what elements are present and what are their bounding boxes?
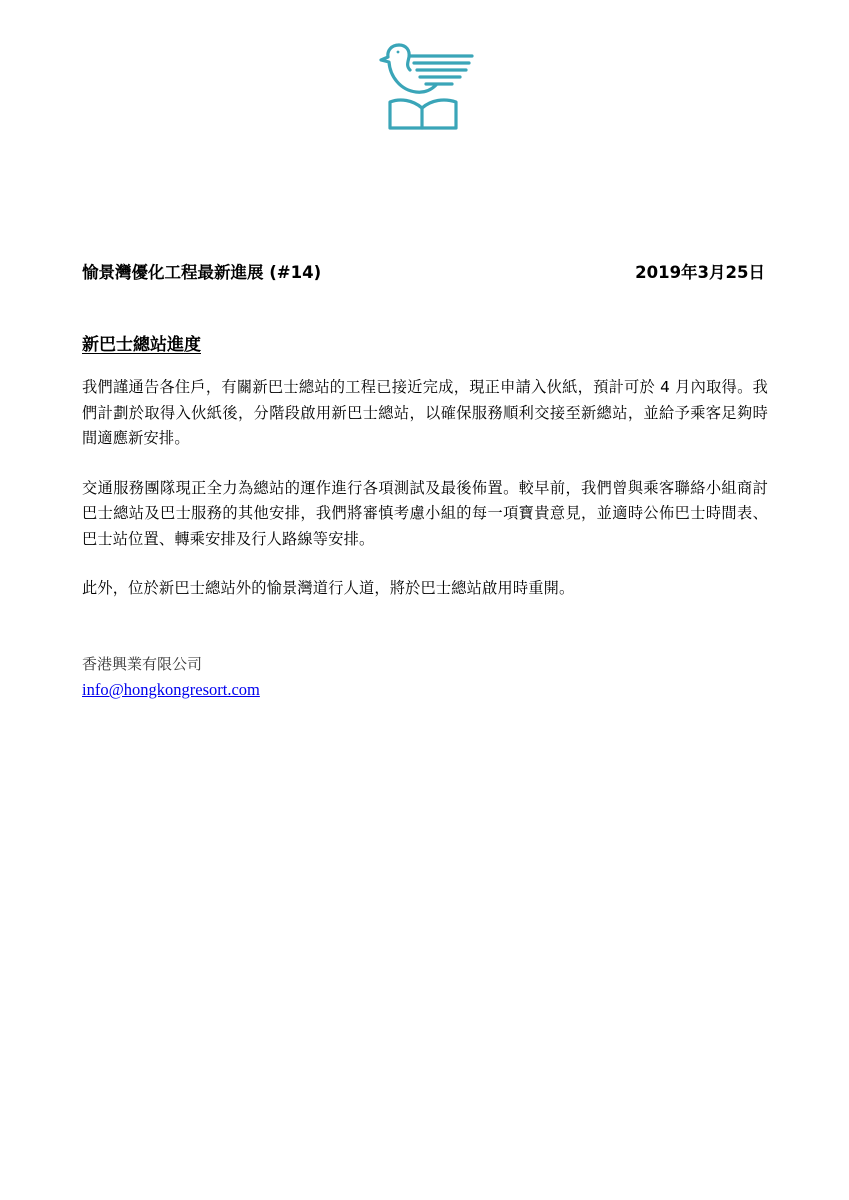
document-date: 2019年3月25日 — [635, 263, 765, 282]
email-link[interactable]: info@hongkongresort.com — [82, 680, 260, 699]
section-heading: 新巴士總站進度 — [82, 335, 201, 355]
dove-on-open-book-icon — [376, 40, 476, 132]
company-name: 香港興業有限公司 — [82, 655, 203, 673]
signature-block — [82, 652, 260, 703]
paragraph: 此外，位於新巴士總站外的愉景灣道行人道，將於巴士總站啟用時重開。 — [82, 579, 575, 597]
header-row — [82, 259, 765, 283]
paragraph: 我們謹通告各住戶，有關新巴士總站的工程已接近完成，現正申請入伙紙，預計可於 4 月內取得。我們計劃於取得入伙紙後，分階段啟用新巴士總站，以確保服務順利交接至新總站，並給予乘客足夠時間適應新安排。 — [82, 378, 768, 447]
body-text — [82, 375, 768, 626]
page-title: 愉景灣優化工程最新進展 (#14) — [82, 263, 322, 282]
dove-book-logo — [376, 40, 476, 132]
paragraph: 交通服務團隊現正全力為總站的運作進行各項測試及最後佈置。較早前，我們曾與乘客聯絡小組商討巴士總站及巴士服務的其他安排，我們將審慎考慮小組的每一項寶貴意見，並適時公佈巴士時間表、巴士站位置、轉乘安排及行人路線等安排。 — [82, 478, 768, 548]
